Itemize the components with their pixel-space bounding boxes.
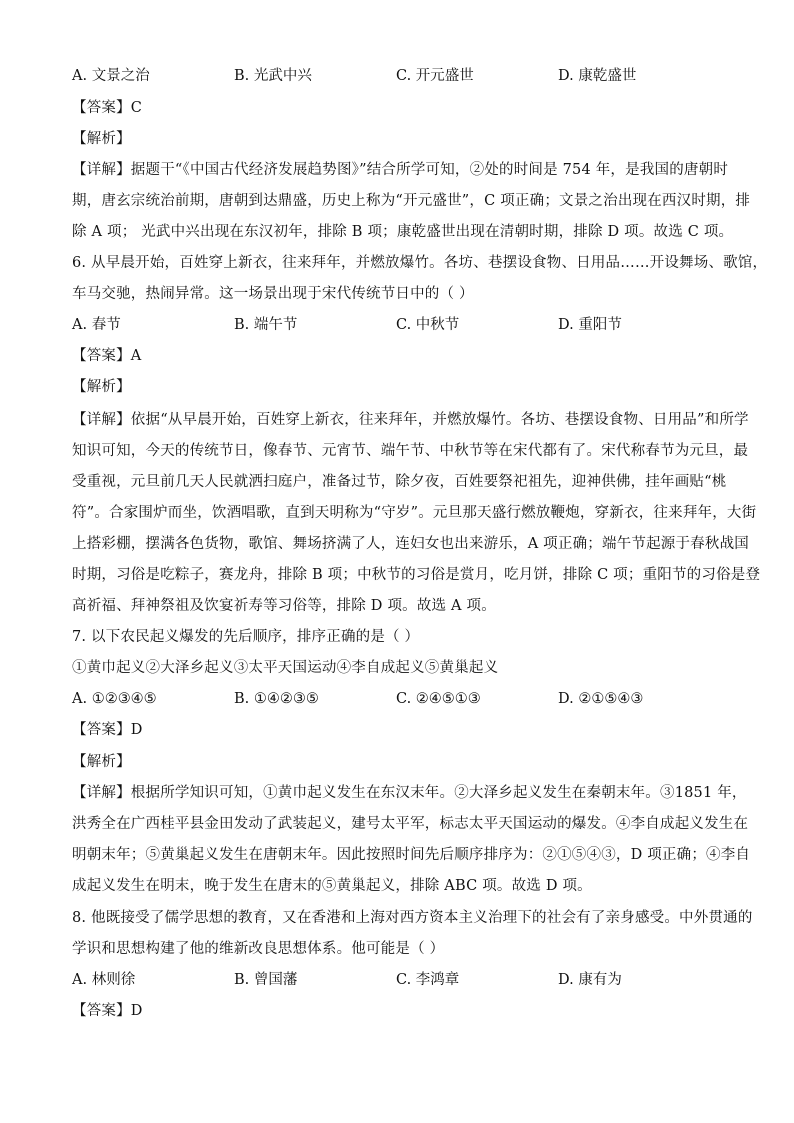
q7-option-a: A. ①②③④⑤: [72, 691, 157, 707]
q7-detail-line: 【详解】根据所学知识可知，①黄巾起义发生在东汉末年。②大泽乡起义发生在秦朝末年。③1851 年，: [72, 785, 747, 801]
q8-option-d: D. 康有为: [558, 972, 622, 988]
q8-stem-line: 学识和思想构建了他的维新改良思想体系。他可能是（ ）: [72, 941, 445, 957]
q6-detail-line: 符”。合家围炉而坐，饮酒唱歌，直到天明称为“守岁”。元旦那天盛行燃放鞭炮，穿新衣，往来拜年，大街: [72, 505, 757, 521]
q6-option-d: D. 重阳节: [558, 317, 622, 333]
q5-detail-line: 期，唐玄宗统治前期，唐朝到达鼎盛，历史上称为“开元盛世”，C 项正确；文景之治出现在西汉时期，排: [72, 193, 751, 209]
q7-answer: 【答案】D: [72, 722, 143, 738]
q6-option-a: A. 春节: [72, 317, 121, 333]
q5-detail-line: 【详解】据题干“《中国古代经济发展趋势图》”结合所学可知，②处的时间是 754 年，是我国的唐朝时: [72, 162, 729, 178]
q8-answer: 【答案】D: [72, 1003, 143, 1019]
q7-options: [72, 689, 732, 709]
q6-answer: 【答案】A: [72, 348, 142, 364]
q6-detail-line: 上搭彩棚，摆满各色货物，歌馆、舞场挤满了人，连妇女也出来游乐，A 项正确；端午节起源于春秋战国: [72, 536, 749, 552]
q6-analysis-heading: 【解析】: [72, 379, 131, 395]
q6-detail-line: 受重视，元旦前几天人民就洒扫庭户，准备过节，除夕夜，百姓要祭祀祖先，迎神供佛，挂年画贴“桃: [72, 474, 727, 490]
q5-option-c: C. 开元盛世: [396, 68, 474, 84]
q7-stem-line: 7. 以下农民起义爆发的先后顺序，排序正确的是（ ）: [72, 629, 420, 645]
q7-detail-line: 洪秀全在广西桂平县金田发动了武装起义，建号太平军，标志太平天国运动的爆发。④李自成起义发生在: [72, 816, 749, 832]
q6-options: [72, 315, 732, 335]
q5-option-b: B. 光武中兴: [234, 68, 312, 84]
q5-option-d: D. 康乾盛世: [558, 68, 637, 84]
q7-detail-line: 成起义发生在明末，晚于发生在唐末的⑤黄巢起义，排除 ABC 项。故选 D 项。: [72, 878, 592, 894]
q5-option-a: A. 文景之治: [72, 68, 150, 84]
q7-option-c: C. ②④⑤①③: [396, 691, 481, 707]
q8-option-c: C. 李鸿章: [396, 972, 460, 988]
q6-detail-line: 时期，习俗是吃粽子，赛龙舟，排除 B 项；中秋节的习俗是赏月，吃月饼，排除 C 项；重阳节的习俗是登: [72, 567, 761, 583]
q6-stem-line: 车马交驰，热闹异常。这一场景出现于宋代传统节日中的（ ）: [72, 286, 474, 302]
q5-detail-line: 除 A 项； 光武中兴出现在东汉初年，排除 B 项；康乾盛世出现在清朝时期，排除 D 项。故选 C 项。: [72, 224, 734, 240]
q5-options: [72, 66, 732, 86]
q5-analysis-heading: 【解析】: [72, 131, 131, 147]
q7-analysis-heading: 【解析】: [72, 754, 131, 770]
q7-option-b: B. ①④②③⑤: [234, 691, 319, 707]
q7-detail-line: 明朝末年；⑤黄巢起义发生在唐朝末年。因此按照时间先后顺序排序为：②①⑤④③，D 项正确；④李自: [72, 847, 751, 863]
q8-stem-line: 8. 他既接受了儒学思想的教育，又在香港和上海对西方资本主义治理下的社会有了亲身感受。中外贯通的: [72, 910, 753, 926]
q6-option-c: C. 中秋节: [396, 317, 460, 333]
q5-answer: 【答案】C: [72, 100, 143, 116]
q6-option-b: B. 端午节: [234, 317, 298, 333]
q6-detail-line: 知识可知，今天的传统节日，像春节、元宵节、端午节、中秋节等在宋代都有了。宋代称春节为元旦，最: [72, 443, 749, 459]
q6-detail-line: 高祈福、拜神祭祖及饮宴祈寿等习俗等，排除 D 项。故选 A 项。: [72, 598, 496, 614]
q7-stem-line: ①黄巾起义②大泽乡起义③太平天国运动④李自成起义⑤黄巢起义: [72, 660, 499, 676]
q8-option-a: A. 林则徐: [72, 972, 136, 988]
q6-stem-line: 6. 从早晨开始，百姓穿上新衣，往来拜年，并燃放爆竹。各坊、巷摆设食物、日用品……开设舞场、歌馆，: [72, 255, 768, 271]
q8-options: [72, 970, 732, 990]
q8-option-b: B. 曾国藩: [234, 972, 298, 988]
q7-option-d: D. ②①⑤④③: [558, 691, 644, 707]
q6-detail-line: 【详解】依据“从早晨开始，百姓穿上新衣，往来拜年，并燃放爆竹。各坊、巷摆设食物、日用品”和所学: [72, 412, 749, 428]
